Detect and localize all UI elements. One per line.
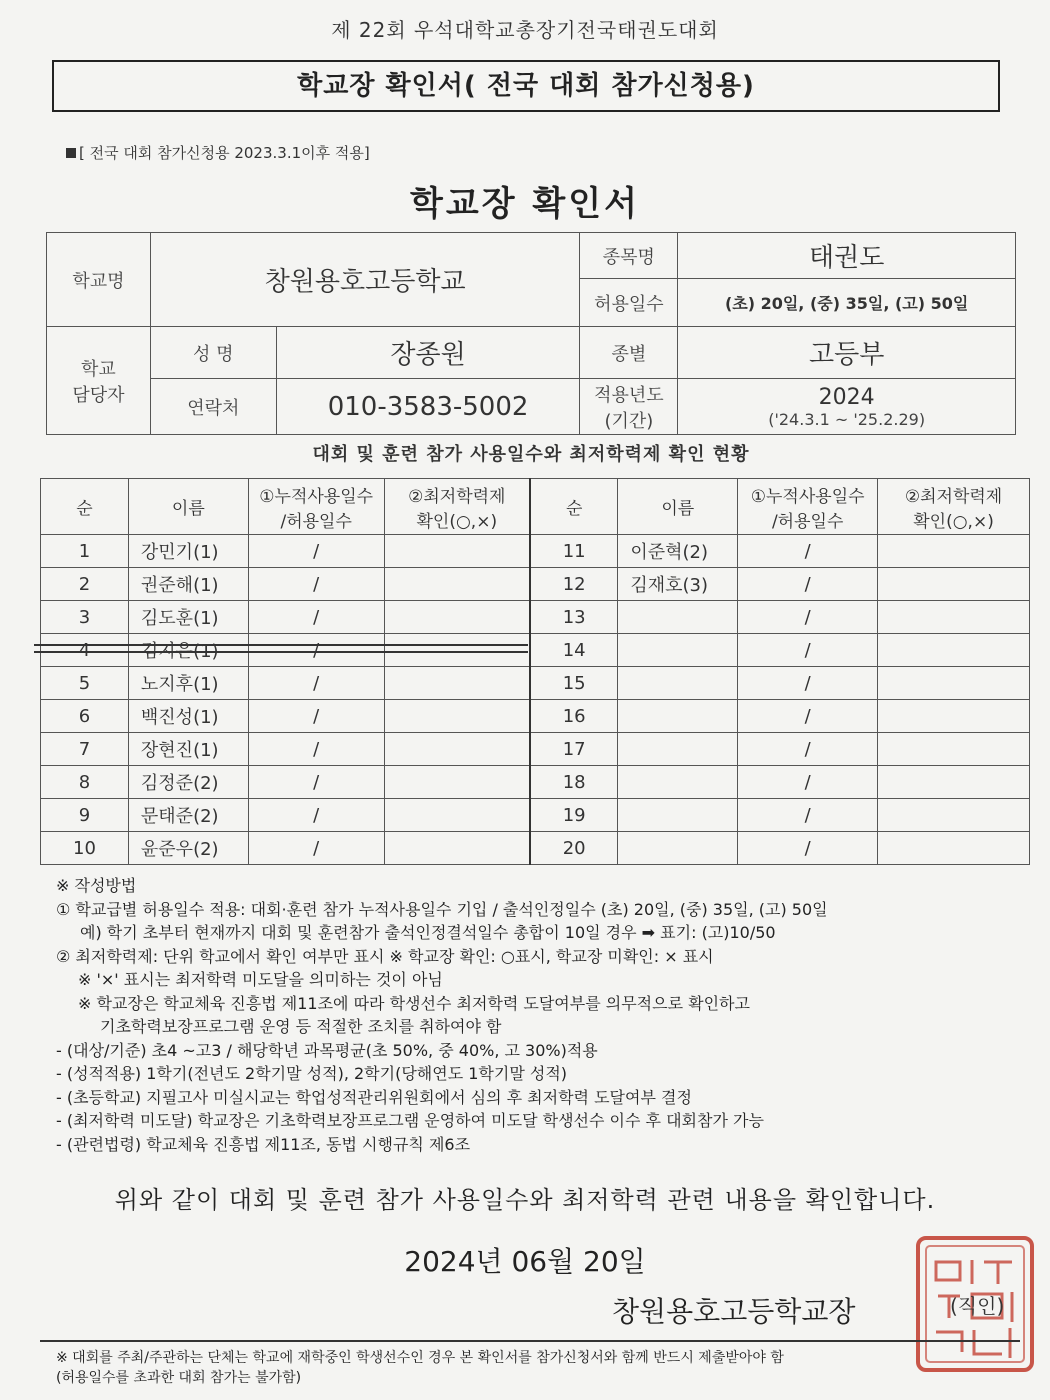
- cell-check: [878, 535, 1030, 568]
- cell-days: /: [738, 535, 878, 568]
- cell-name: [618, 832, 738, 865]
- allow-label: 허용일수: [580, 279, 678, 327]
- header-check-line1: ②최저학력제: [408, 486, 506, 507]
- table-row: [41, 568, 1030, 601]
- square-bullet-icon: [66, 148, 76, 158]
- cell-no: 10: [41, 832, 129, 865]
- confirmation-statement: 위와 같이 대회 및 훈련 참가 사용일수와 최저학력 관련 내용을 확인합니다.: [114, 1186, 936, 1214]
- event-label: 종목명: [580, 233, 678, 279]
- header-no-right: 순: [530, 479, 618, 535]
- header-name-right: 이름: [618, 479, 738, 535]
- cell-check: [384, 568, 530, 601]
- header-name: 이름: [128, 479, 248, 535]
- footer-line: (허용일수를 초과한 대회 참가는 불가함): [56, 1370, 302, 1386]
- seal-label: (직인): [950, 1294, 1005, 1318]
- allow-value: (초) 20일, (중) 35일, (고) 50일: [678, 279, 1016, 327]
- cell-no: 6: [41, 700, 129, 733]
- cell-check: [384, 667, 530, 700]
- note-item: - (초등학교) 지필고사 미실시교는 학업성적관리위원회에서 심의 후 최저학력 도달여부 결정: [56, 1087, 692, 1107]
- header-days-line2: /허용일수: [280, 511, 352, 532]
- cell-no: 4: [41, 634, 129, 667]
- cell-no: 13: [530, 601, 618, 634]
- cell-name: 김도훈(1): [128, 601, 248, 634]
- cell-no: 3: [41, 601, 129, 634]
- cell-name: [618, 634, 738, 667]
- note-item: 기초학력보장프로그램 운영 등 적절한 조치를 취하여야 함: [100, 1017, 502, 1036]
- header-days-right-line1: ①누적사용일수: [750, 486, 865, 507]
- cell-days: /: [248, 700, 384, 733]
- note-heading: ※ 작성방법: [56, 876, 137, 895]
- cell-name: 윤준우(2): [128, 832, 248, 865]
- cell-days: /: [738, 601, 878, 634]
- year-value-main: 2024: [818, 384, 875, 410]
- cell-days: /: [738, 799, 878, 832]
- header-check-right: [878, 479, 1030, 535]
- cell-name: 김지은(1): [128, 634, 248, 667]
- footer-line: ※ 대회를 주최/주관하는 단체는 학교에 재학중인 학생선수인 경우 본 확인서를 참가신청서와 함께 반드시 제출받아야 함: [56, 1350, 784, 1366]
- cell-check: [878, 799, 1030, 832]
- table-row: [41, 832, 1030, 865]
- note-item: - (관련법령) 학교체육 진흥법 제11조, 동법 시행규칙 제6조: [56, 1134, 471, 1154]
- cell-name: [618, 601, 738, 634]
- contact-label-line1: 학교: [81, 358, 116, 380]
- issue-date: 2024년 06월 20일: [404, 1245, 646, 1278]
- cell-check: [384, 832, 530, 865]
- form-note: [66, 142, 370, 163]
- cell-check: [878, 601, 1030, 634]
- cell-no: 20: [530, 832, 618, 865]
- cell-no: 11: [530, 535, 618, 568]
- cell-name: [618, 766, 738, 799]
- header-days-right: [738, 479, 878, 535]
- contact-label: [47, 327, 151, 435]
- cell-days: /: [248, 535, 384, 568]
- table-row: [41, 601, 1030, 634]
- header-check-line2: 확인(○,×): [416, 511, 498, 532]
- instructions: [56, 874, 1036, 1156]
- cell-days: /: [248, 799, 384, 832]
- cell-no: 12: [530, 568, 618, 601]
- cell-name: 김재호(3): [618, 568, 738, 601]
- school-label: 학교명: [47, 233, 151, 327]
- cell-name: 장현진(1): [128, 733, 248, 766]
- doc-title: 학교장 확인서: [410, 184, 640, 224]
- note-item: ① 학교급별 허용일수 적용: 대회·훈련 참가 누적사용일수 기입 / 출석인정일수 (초) 20일, (중) 35일, (고) 50일: [56, 899, 828, 919]
- cell-days: /: [248, 634, 384, 667]
- cell-check: [878, 832, 1030, 865]
- cell-no: 14: [530, 634, 618, 667]
- table-row: [41, 766, 1030, 799]
- year-label-line1: 적용년도: [594, 384, 664, 406]
- header-check: [384, 479, 530, 535]
- cell-days: /: [738, 667, 878, 700]
- cell-name: [618, 667, 738, 700]
- cell-days: /: [738, 568, 878, 601]
- cell-check: [384, 733, 530, 766]
- note-item: 예) 학기 초부터 현재까지 대회 및 훈련참가 출석인정결석일수 총합이 10일 경우 ➡ 표기: (고)10/50: [80, 923, 776, 942]
- cell-check: [878, 700, 1030, 733]
- table-row: [41, 700, 1030, 733]
- header-days-line1: ①누적사용일수: [259, 486, 374, 507]
- cell-days: /: [738, 700, 878, 733]
- footer-divider: [40, 1340, 1020, 1342]
- cell-days: /: [248, 601, 384, 634]
- name-label: 성 명: [150, 327, 276, 379]
- cell-days: /: [248, 832, 384, 865]
- signer-title: 창원용호고등학교장: [612, 1295, 856, 1328]
- phone-value: 010-3583-5002: [276, 379, 580, 435]
- event-value: 태권도: [678, 233, 1016, 279]
- year-value: [678, 379, 1016, 435]
- cell-days: /: [248, 733, 384, 766]
- cell-no: 15: [530, 667, 618, 700]
- cell-check: [384, 601, 530, 634]
- cell-check: [878, 634, 1030, 667]
- year-period: ('24.3.1 ~ '25.2.29): [768, 409, 926, 429]
- division-label: 종별: [580, 327, 678, 379]
- cell-name: 백진성(1): [128, 700, 248, 733]
- contact-label-line2: 담당자: [72, 384, 125, 406]
- school-info-table: [46, 232, 1016, 435]
- cell-check: [878, 766, 1030, 799]
- cell-name: 노지후(1): [128, 667, 248, 700]
- phone-label: 연락처: [150, 379, 276, 435]
- cell-no: 18: [530, 766, 618, 799]
- cell-days: /: [738, 634, 878, 667]
- cell-check: [384, 535, 530, 568]
- cell-no: 19: [530, 799, 618, 832]
- cell-days: /: [738, 832, 878, 865]
- cell-no: 5: [41, 667, 129, 700]
- cell-name: 강민기(1): [128, 535, 248, 568]
- year-label-line2: (기간): [604, 410, 654, 432]
- cell-days: /: [738, 766, 878, 799]
- cell-check: [878, 733, 1030, 766]
- cell-check: [384, 700, 530, 733]
- note-item: - (최저학력 미도달) 학교장은 기초학력보장프로그램 운영하여 미도달 학생선수 이수 후 대회참가 가능: [56, 1111, 764, 1130]
- division-value: 고등부: [678, 327, 1016, 379]
- cell-no: 1: [41, 535, 129, 568]
- note-item: ※ '×' 표시는 최저학력 미도달을 의미하는 것이 아님: [78, 970, 443, 989]
- note-item: - (성적적용) 1학기(전년도 2학기말 성적), 2학기(당해연도 1학기말 성적): [56, 1064, 568, 1083]
- cell-days: /: [248, 568, 384, 601]
- roster-table: [40, 478, 1030, 865]
- year-label: [580, 379, 678, 435]
- table-row: [41, 535, 1030, 568]
- table-row: [41, 799, 1030, 832]
- cell-name: 이준혁(2): [618, 535, 738, 568]
- cell-no: 8: [41, 766, 129, 799]
- cell-days: /: [248, 766, 384, 799]
- event-title: 제 22회 우석대학교총장기전국태권도대회: [331, 18, 719, 42]
- cell-check: [384, 766, 530, 799]
- header-days-right-line2: /허용일수: [771, 511, 844, 532]
- cell-name: 권준해(1): [128, 568, 248, 601]
- cell-no: 16: [530, 700, 618, 733]
- note-item: ※ 학교장은 학교체육 진흥법 제11조에 따라 학생선수 최저학력 도달여부를 의무적으로 확인하고: [78, 993, 750, 1013]
- school-name: 창원용호고등학교: [150, 233, 580, 327]
- header-check-right-line2: 확인(○,×): [913, 511, 994, 532]
- note-item: - (대상/기준) 초4 ~고3 / 해당학년 과목평균(초 50%, 중 40%, 고 30%)적용: [56, 1040, 598, 1060]
- cell-days: /: [248, 667, 384, 700]
- cell-check: [878, 568, 1030, 601]
- cell-days: /: [738, 733, 878, 766]
- document-banner: 학교장 확인서( 전국 대회 참가신청용): [52, 60, 1000, 112]
- header-no: 순: [41, 479, 129, 535]
- table-row: [41, 667, 1030, 700]
- strikethrough-row-4: [34, 644, 528, 653]
- table-row: [41, 733, 1030, 766]
- header-days: [248, 479, 384, 535]
- name-value: 장종원: [276, 327, 580, 379]
- cell-name: 문태준(2): [128, 799, 248, 832]
- form-note-text: [ 전국 대회 참가신청용 2023.3.1이후 적용]: [79, 144, 370, 162]
- footer-note: [56, 1348, 1036, 1388]
- cell-name: [618, 799, 738, 832]
- header-check-right-line1: ②최저학력제: [904, 486, 1003, 507]
- cell-no: 2: [41, 568, 129, 601]
- section-heading: 대회 및 훈련 참가 사용일수와 최저학력제 확인 현황: [312, 444, 750, 465]
- cell-no: 7: [41, 733, 129, 766]
- cell-no: 17: [530, 733, 618, 766]
- cell-name: 김정준(2): [128, 766, 248, 799]
- note-item: ② 최저학력제: 단위 학교에서 확인 여부만 표시 ※ 학교장 확인: ○표시, 학교장 미확인: × 표시: [56, 946, 714, 966]
- cell-check: [878, 667, 1030, 700]
- cell-name: [618, 733, 738, 766]
- cell-no: 9: [41, 799, 129, 832]
- cell-name: [618, 700, 738, 733]
- cell-check: [384, 799, 530, 832]
